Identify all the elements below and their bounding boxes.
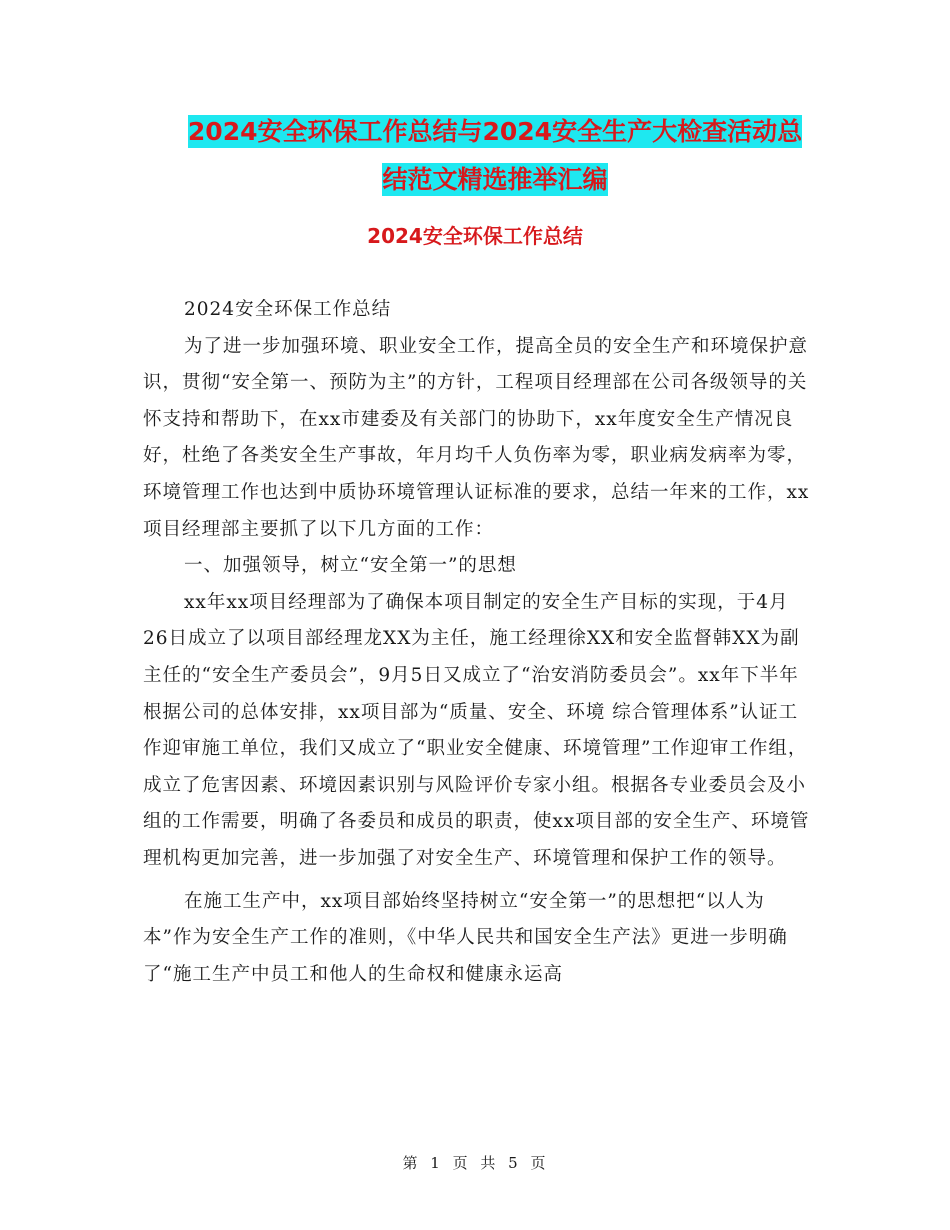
document-title-line-1: 2024安全环保工作总结与2024安全生产大检查活动总 [187,117,803,146]
page-footer: 第 1 页 共 5 页 [402,1154,548,1172]
document-body [143,292,811,993]
paragraph-intro: 为了进一步加强环境、职业安全工作，提高全员的安全生产和环境保护意识，贯彻“安全第一、预防为主”的方针，工程项目经理部在公司各级领导的关怀支持和帮助下，在xx市建委及有关部门的协助下，xx年度安全生产情况良好，杜绝了各类安全生产事故，年月均千人负伤率为零，职业病发病率为零，环境管理工作也达到中质协环境管理认证标准的要求，总结一年来的工作，xx项目经理部主要抓了以下几方面的工作： [143,335,810,540]
paragraph-safety-first: 在施工生产中，xx项目部始终坚持树立“安全第一”的思想把“以人为本”作为安全生产工作的准则，《中华人民共和国安全生产法》更进一步明确了“施工生产中员工和他人的生命权和健康永运高 [143,890,788,985]
paragraph-heading-one: 一、加强领导，树立“安全第一”的思想 [184,555,517,577]
document-title-line-2: 结范文精选推举汇编 [382,165,608,194]
paragraph-subtitle: 2024安全环保工作总结 [184,299,392,320]
document-title [140,108,850,204]
section-heading: 2024安全环保工作总结 [367,224,583,248]
paragraph-committees: xx年xx项目经理部为了确保本项目制定的安全生产目标的实现，于4月26日成立了以项目部经理龙XX为主任，施工经理徐XX和安全监督韩XX为副主任的“安全生产委员会”，9月5日又成立了“治安消防委员会”。xx年下半年根据公司的总体安排，xx项目部为“质量、安全、环境 综合管理体系”认证工作迎审施工单位，我们又成立了“职业安全健康、环境管理”工作迎审工作组，成立了危害因素、环境因素识别与风险评价专家小组。根据各专业委员会及小组的工作需要，明确了各委员和成员的职责，使xx项目部的安全生产、环境管理机构更加完善，进一步加强了对安全生产、环境管理和保护工作的领导。 [143,591,810,869]
